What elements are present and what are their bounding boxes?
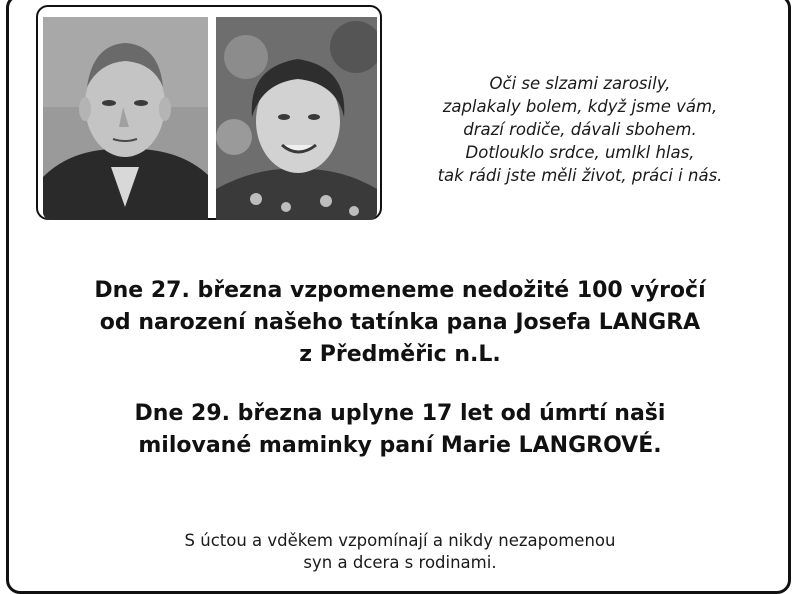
poem-line: drazí rodiče, dávali sbohem. <box>463 120 697 139</box>
memorial-poem <box>390 72 770 187</box>
closing-line: S úctou a vděkem vzpomínají a nikdy nezapomenou <box>184 531 616 550</box>
announcement-line: milované maminky paní Marie LANGROVÉ. <box>138 433 662 458</box>
poem-line: Dotlouklo srdce, umlkl hlas, <box>465 143 695 162</box>
photo-woman-portrait <box>216 17 377 220</box>
closing-line: syn a dcera s rodinami. <box>303 553 497 572</box>
poem-line: zaplakaly bolem, když jsme vám, <box>442 97 718 116</box>
poem-line: tak rádi jste měli život, práci i nás. <box>437 166 723 185</box>
woman-portrait-icon <box>216 17 377 220</box>
photo-frame <box>36 5 382 220</box>
announcement-line: Dne 27. března vzpomeneme nedožité 100 výročí <box>94 278 706 303</box>
announcement-line: od narození našeho tatínka pana Josefa LANGRA <box>99 310 701 335</box>
announcement-line: z Předměřic n.L. <box>299 342 501 367</box>
closing-signature <box>100 530 700 574</box>
mother-anniversary-announcement <box>20 398 780 462</box>
father-anniversary-announcement <box>20 275 780 371</box>
announcement-line: Dne 29. března uplyne 17 let od úmrtí naši <box>134 401 666 426</box>
poem-line: Oči se slzami zarosily, <box>489 74 671 93</box>
photo-man-portrait <box>43 17 208 220</box>
man-portrait-icon <box>43 17 208 220</box>
